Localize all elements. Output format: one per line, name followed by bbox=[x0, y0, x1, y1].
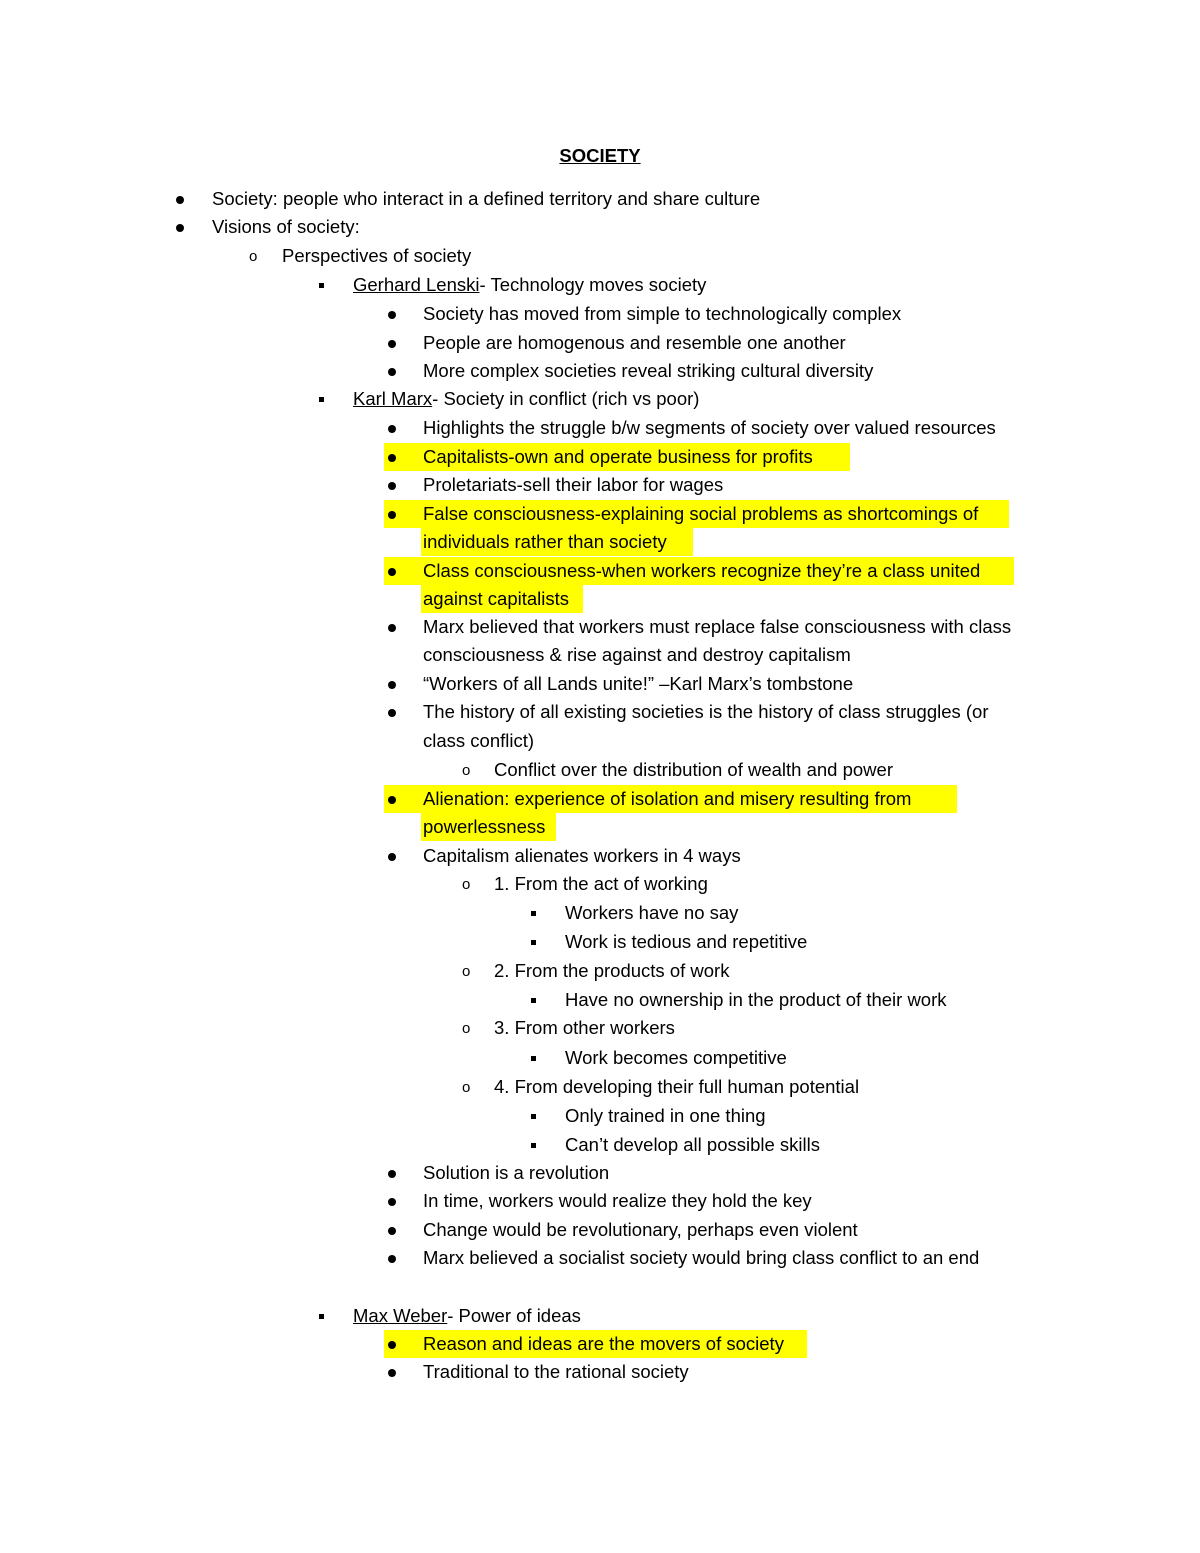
list-item: Have no ownership in the product of their work bbox=[565, 989, 947, 1010]
bullet-dot-icon bbox=[388, 471, 398, 499]
theorist-summary: - Society in conflict (rich vs poor) bbox=[432, 388, 700, 409]
list-item: Traditional to the rational society bbox=[423, 1361, 689, 1382]
list-item: Capitalism alienates workers in 4 ways bbox=[423, 845, 741, 866]
page-title: SOCIETY bbox=[559, 145, 641, 166]
list-item: Marx believed that workers must replace false consciousness with class bbox=[423, 616, 1012, 637]
list-item: 4. From developing their full human potential bbox=[494, 1076, 860, 1097]
list-item: Only trained in one thing bbox=[565, 1105, 766, 1126]
list-item: Capitalists-own and operate business for profits bbox=[423, 446, 813, 467]
circle-bullet-icon: o bbox=[462, 876, 471, 893]
list-item-continuation: against capitalists bbox=[423, 588, 570, 609]
list-item: 3. From other workers bbox=[494, 1017, 675, 1038]
list-item: Perspectives of society bbox=[282, 245, 472, 266]
list-item-continuation: individuals rather than society bbox=[423, 531, 667, 552]
bullet-dot-icon bbox=[388, 357, 398, 385]
list-item-continuation: class conflict) bbox=[423, 730, 535, 751]
square-bullet-icon bbox=[531, 1131, 537, 1159]
list-item: Work is tedious and repetitive bbox=[565, 931, 808, 952]
list-item: Change would be revolutionary, perhaps even violent bbox=[423, 1219, 858, 1240]
theorist-name: Max Weber bbox=[353, 1305, 448, 1326]
list-item: Class consciousness-when workers recognize they’re a class united bbox=[423, 560, 981, 581]
bullet-dot-icon bbox=[388, 1216, 398, 1244]
circle-bullet-icon: o bbox=[249, 248, 258, 265]
bullet-dot-icon bbox=[388, 557, 398, 585]
theorist-summary: - Power of ideas bbox=[447, 1305, 581, 1326]
bullet-dot-icon bbox=[176, 185, 186, 213]
square-bullet-icon bbox=[531, 986, 537, 1014]
list-item: Conflict over the distribution of wealth and power bbox=[494, 759, 893, 780]
bullet-dot-icon bbox=[176, 213, 186, 241]
theorist-name: Gerhard Lenski bbox=[353, 274, 480, 295]
square-bullet-icon bbox=[319, 271, 325, 299]
bullet-dot-icon bbox=[388, 414, 398, 442]
list-item: 2. From the products of work bbox=[494, 960, 730, 981]
list-item: Marx believed a socialist society would bring class conflict to an end bbox=[423, 1247, 980, 1268]
square-bullet-icon bbox=[531, 1044, 537, 1072]
square-bullet-icon bbox=[531, 928, 537, 956]
list-item-continuation: powerlessness bbox=[423, 816, 546, 837]
list-item bbox=[353, 271, 706, 300]
list-item: Solution is a revolution bbox=[423, 1162, 610, 1183]
bullet-dot-icon bbox=[388, 300, 398, 328]
bullet-dot-icon bbox=[388, 500, 398, 528]
list-item: Alienation: experience of isolation and misery resulting from bbox=[423, 788, 912, 809]
bullet-dot-icon bbox=[388, 329, 398, 357]
bullet-dot-icon bbox=[388, 613, 398, 641]
theorist-summary: - Technology moves society bbox=[479, 274, 707, 295]
bullet-dot-icon bbox=[388, 1187, 398, 1215]
list-item bbox=[353, 1302, 581, 1331]
list-item: Reason and ideas are the movers of society bbox=[423, 1333, 784, 1354]
bullet-dot-icon bbox=[388, 1330, 398, 1358]
list-item: Highlights the struggle b/w segments of society over valued resources bbox=[423, 417, 996, 438]
list-item: Proletariats-sell their labor for wages bbox=[423, 474, 724, 495]
list-item: The history of all existing societies is the history of class struggles (or bbox=[423, 701, 989, 722]
list-item: Work becomes competitive bbox=[565, 1047, 787, 1068]
circle-bullet-icon: o bbox=[462, 762, 471, 779]
circle-bullet-icon: o bbox=[462, 963, 471, 980]
list-item: Society: people who interact in a defined territory and share culture bbox=[212, 188, 761, 209]
list-item: Workers have no say bbox=[565, 902, 739, 923]
square-bullet-icon bbox=[319, 1302, 325, 1330]
list-item bbox=[353, 385, 699, 414]
circle-bullet-icon: o bbox=[462, 1020, 471, 1037]
bullet-dot-icon bbox=[388, 670, 398, 698]
bullet-dot-icon bbox=[388, 443, 398, 471]
list-item: False consciousness-explaining social problems as shortcomings of bbox=[423, 503, 979, 524]
list-item: People are homogenous and resemble one another bbox=[423, 332, 846, 353]
theorist-name: Karl Marx bbox=[353, 388, 433, 409]
square-bullet-icon bbox=[319, 385, 325, 413]
list-item: Visions of society: bbox=[212, 216, 360, 237]
list-item: More complex societies reveal striking cultural diversity bbox=[423, 360, 874, 381]
circle-bullet-icon: o bbox=[462, 1079, 471, 1096]
list-item: Society has moved from simple to technologically complex bbox=[423, 303, 902, 324]
list-item: Can’t develop all possible skills bbox=[565, 1134, 821, 1155]
bullet-dot-icon bbox=[388, 785, 398, 813]
square-bullet-icon bbox=[531, 1102, 537, 1130]
bullet-dot-icon bbox=[388, 1159, 398, 1187]
bullet-dot-icon bbox=[388, 698, 398, 726]
bullet-dot-icon bbox=[388, 1358, 398, 1386]
list-item: In time, workers would realize they hold the key bbox=[423, 1190, 812, 1211]
square-bullet-icon bbox=[531, 899, 537, 927]
list-item-continuation: consciousness & rise against and destroy capitalism bbox=[423, 644, 851, 665]
list-item: 1. From the act of working bbox=[494, 873, 708, 894]
bullet-dot-icon bbox=[388, 1244, 398, 1272]
bullet-dot-icon bbox=[388, 842, 398, 870]
list-item: “Workers of all Lands unite!” –Karl Marx’s tombstone bbox=[423, 673, 854, 694]
